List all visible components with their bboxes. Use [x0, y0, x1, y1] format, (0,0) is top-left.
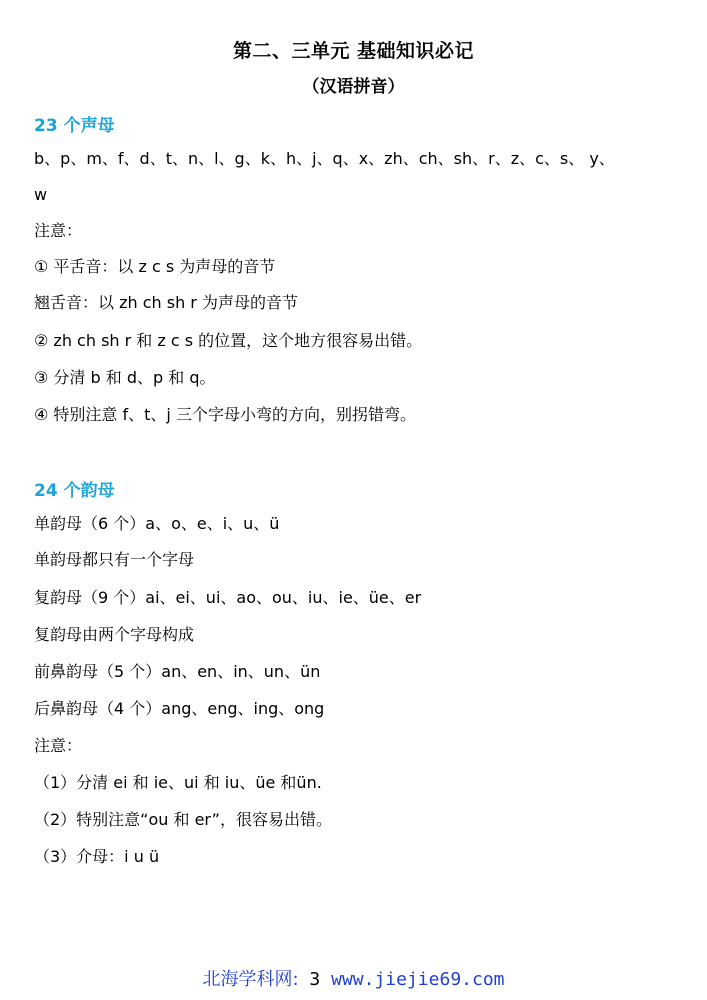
finals-line: 单韵母（6 个）a、o、e、i、u、ü	[34, 514, 280, 533]
footer-site-name: 北海学科网:	[202, 969, 299, 990]
initials-heading: 23 个声母	[34, 116, 115, 136]
footer-url[interactable]: www.jiejie69.com	[331, 969, 505, 990]
finals-heading: 24 个韵母	[34, 481, 115, 501]
initials-note: ① 平舌音：以 z c s 为声母的音节	[34, 257, 276, 276]
finals-note-label: 注意：	[34, 736, 83, 755]
initials-note-label: 注意：	[34, 221, 83, 240]
initials-note: ④ 特别注意 f、t、j 三个字母小弯的方向，别拐错弯。	[34, 405, 416, 424]
initials-list-continued: w	[34, 185, 48, 204]
finals-line: 单韵母都只有一个字母	[34, 550, 195, 569]
footer-page-number: 3	[309, 969, 321, 990]
page-title: 第二、三单元 基础知识必记	[232, 40, 475, 62]
finals-note: （2）特别注意“ou 和 er”，很容易出错。	[34, 810, 332, 829]
initials-note: ③ 分清 b 和 d、p 和 q。	[34, 368, 216, 387]
page-subtitle: （汉语拼音）	[302, 77, 405, 97]
finals-line: 复韵母由两个字母构成	[34, 625, 195, 644]
finals-line: 前鼻韵母（5 个）an、en、in、un、ün	[34, 662, 321, 681]
finals-line: 后鼻韵母（4 个）ang、eng、ing、ong	[34, 699, 325, 718]
finals-note: （1）分清 ei 和 ie、ui 和 iu、üe 和ün.	[34, 773, 322, 792]
initials-note: ② zh ch sh r 和 z c s 的位置，这个地方很容易出错。	[34, 331, 423, 350]
footer-watermark	[0, 965, 707, 991]
initials-list: b、p、m、f、d、t、n、l、g、k、h、j、q、x、zh、ch、sh、r、z、c、s、 y、	[34, 149, 615, 168]
finals-note: （3）介母：i u ü	[34, 847, 160, 866]
initials-note: 翘舌音：以 zh ch sh r 为声母的音节	[34, 293, 298, 312]
finals-line: 复韵母（9 个）ai、ei、ui、ao、ou、iu、ie、üe、er	[34, 588, 422, 607]
